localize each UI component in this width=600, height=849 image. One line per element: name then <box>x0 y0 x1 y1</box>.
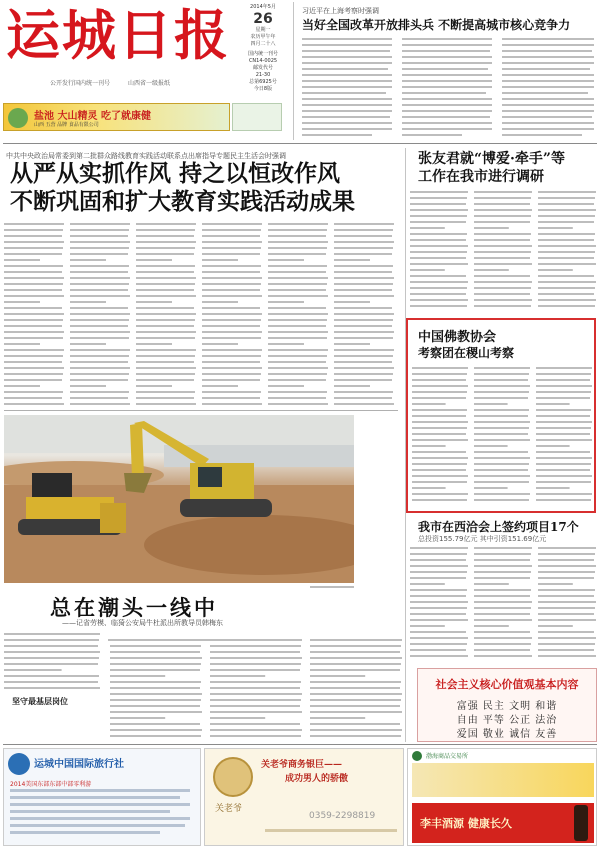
liquor-ad-phone: 0359-2298819 <box>309 811 376 821</box>
photo-illustration <box>4 415 354 583</box>
right-story3-body <box>410 546 598 662</box>
liquor-ad-slogan: 成功男人的骄傲 <box>285 774 349 784</box>
masthead-subline-right: 山西省一级报纸 <box>128 80 171 87</box>
excavator-photo <box>4 415 354 583</box>
right-story2-headline-line1[interactable]: 中国佛教协会 <box>418 330 497 345</box>
liquor-ad[interactable] <box>204 748 404 846</box>
liquor-ad-company-line <box>265 829 397 832</box>
right-story1-headline-line2[interactable]: 工作在我市进行调研 <box>418 169 544 185</box>
sponsor-logo[interactable] <box>232 103 282 131</box>
right-story1-body <box>410 190 598 310</box>
cn-number: CN14-0025 <box>248 58 278 64</box>
core-values-row-3: 爱国 敬业 诚信 友善 <box>456 729 558 740</box>
lead-story-body <box>4 222 398 408</box>
wine-brand-slogan: 李丰酒源 健康长久 <box>420 817 512 830</box>
feature-col-1-lines <box>4 632 104 740</box>
exchange-banner <box>412 763 594 797</box>
lead-story-kicker: 中共中央政治局常委到第二批群众路线教育实践活动联系点出席指导专题民主生活会时强调 <box>6 152 286 160</box>
photo-credit-line <box>310 586 354 593</box>
top-news-headline[interactable]: 当好全国改革开放排头兵 不断提高城市核心竞争力 <box>302 18 571 32</box>
date-month: 2014年5月 <box>250 4 276 10</box>
date-lunar: 农历甲午年 <box>250 34 276 40</box>
lead-story-headline-line2[interactable]: 不断巩固和扩大教育实践活动成果 <box>10 188 355 215</box>
travel-agency-logo-icon <box>8 753 30 775</box>
core-values-row-2: 自由 平等 公正 法治 <box>456 715 558 726</box>
feature-section-label: 坚守最基层岗位 <box>12 696 68 706</box>
cn-label: 国内统一刊号 <box>247 51 278 57</box>
banner-ad-text: 盐池 大山精灵 吃了就康健 <box>34 111 151 122</box>
post-code-label: 邮发代号 <box>252 65 273 71</box>
feature-headline[interactable]: 总在潮头一线中 <box>50 595 218 620</box>
issue-number: 总第6925号 <box>249 79 277 85</box>
right-story1-headline-line1[interactable]: 张友君就“博爱·牵手”等 <box>418 151 565 167</box>
wine-bottle-icon <box>574 805 588 841</box>
top-news-text-lines <box>302 36 596 140</box>
travel-agency-listing <box>10 789 196 843</box>
liquor-ad-title: 关老爷商务银巨—— <box>261 760 343 770</box>
post-code: 21-30 <box>255 72 271 78</box>
travel-agency-title: 运城中国国际旅行社 <box>34 759 124 770</box>
right-story3-headline[interactable]: 我市在西洽会上签约项目17个 <box>418 520 579 534</box>
banner-ad-sub: 山西 五营 品牌 食品有限公司 <box>34 122 99 128</box>
core-values-row-1: 富强 民主 文明 和谐 <box>456 701 558 712</box>
exchange-title: 渤海商品交易所 <box>426 753 469 760</box>
feature-subhead: ——记省劳模、临猗公安局牛杜派出所教导员韩梅东 <box>62 619 223 627</box>
travel-agency-tagline: 2014美国东部东部中部零利游 <box>10 781 92 788</box>
lead-story-headline-line1[interactable]: 从严从实抓作风 持之以恒改作风 <box>10 160 341 187</box>
date-weekday: 星期一 <box>255 27 271 33</box>
wine-ad[interactable] <box>407 748 597 846</box>
exchange-logo-icon <box>412 751 422 761</box>
right-story3-lines <box>410 546 598 662</box>
top-news-kicker: 习近平在上海考察时强调 <box>302 7 379 15</box>
feature-cols-lines <box>110 638 404 742</box>
masthead-subline-left: 公开发行国内统一刊号 <box>50 80 111 87</box>
core-values-title: 社会主义核心价值观基本内容 <box>435 678 579 691</box>
right-story2-body <box>412 366 594 508</box>
date-block <box>245 4 281 93</box>
right-story1-lines <box>410 190 598 310</box>
right-story2-headline-line2[interactable]: 考察团在稷山考察 <box>418 346 515 360</box>
liquor-ad-brand: 关老爷 <box>215 804 243 814</box>
date-day: 26 <box>253 11 273 27</box>
lead-story-rule <box>4 410 398 411</box>
banner-advertisement[interactable] <box>3 103 230 131</box>
footer-rule <box>3 744 597 745</box>
lead-story-text-lines <box>4 222 398 408</box>
wine-brand-banner <box>412 803 594 843</box>
feature-col-1 <box>4 632 104 740</box>
top-news-body <box>302 36 596 140</box>
date-lunar-day: 四月二十八 <box>250 41 276 47</box>
core-values-box <box>417 668 597 742</box>
right-story2-lines <box>412 366 594 508</box>
masthead-rule <box>3 143 597 144</box>
travel-agency-ad[interactable] <box>3 748 201 846</box>
feature-cols <box>110 638 404 742</box>
masthead-divider <box>293 2 294 140</box>
newspaper-title: 运城日报 <box>6 3 230 67</box>
right-story3-subhead: 总投资155.79亿元 其中引资151.69亿元 <box>418 535 547 543</box>
liquor-ad-logo-icon <box>213 757 253 797</box>
page-count: 今日8版 <box>253 86 273 92</box>
banner-ad-logo-icon <box>8 108 28 128</box>
